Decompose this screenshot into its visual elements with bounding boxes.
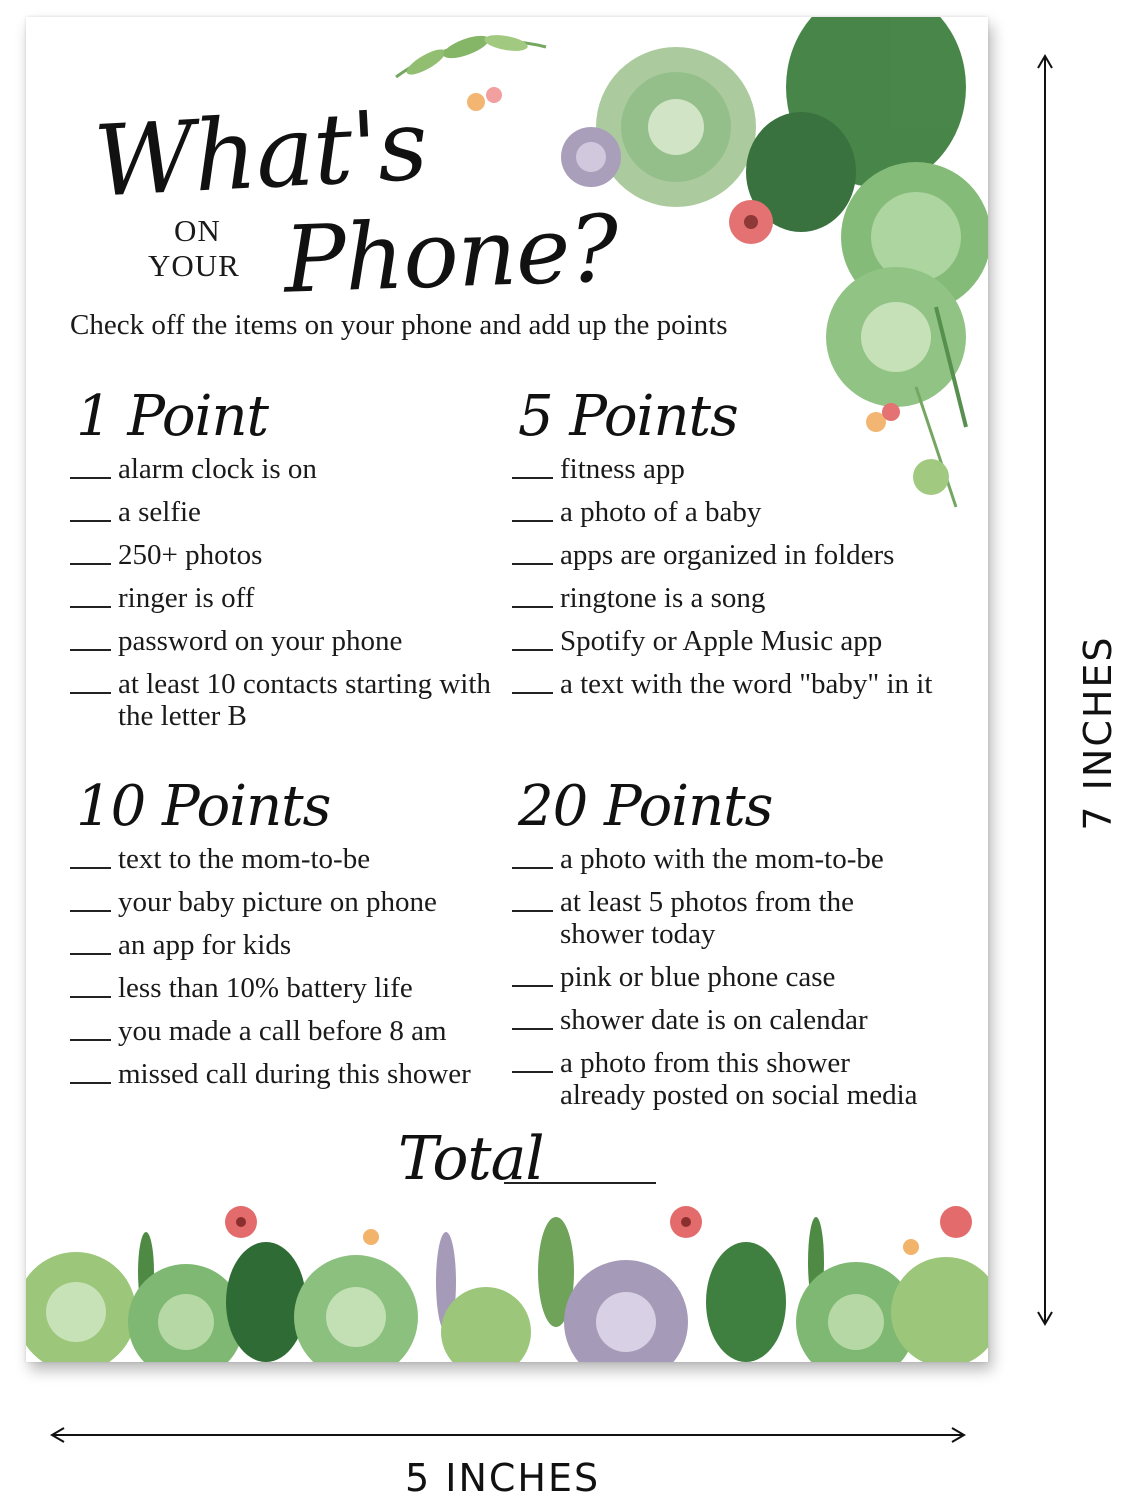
check-blank[interactable] <box>512 520 553 522</box>
section-10-points <box>70 774 500 1101</box>
section-title: 20 Points <box>518 774 773 839</box>
checklist-item[interactable]: Spotify or Apple Music app <box>512 625 942 657</box>
check-blank[interactable] <box>70 910 111 912</box>
checklist-item[interactable]: 250+ photos <box>70 539 500 571</box>
check-blank[interactable] <box>70 477 111 479</box>
check-blank[interactable] <box>70 1082 111 1084</box>
check-blank[interactable] <box>512 867 553 869</box>
check-blank[interactable] <box>70 1039 111 1041</box>
check-blank[interactable] <box>512 477 553 479</box>
checklist-item[interactable]: a photo with the mom-to-be <box>512 843 942 875</box>
section-20-points <box>512 774 942 1122</box>
checklist-item[interactable]: alarm clock is on <box>70 453 500 485</box>
checklist-item[interactable]: pink or blue phone case <box>512 961 942 993</box>
check-blank[interactable] <box>70 867 111 869</box>
check-blank[interactable] <box>512 606 553 608</box>
check-blank[interactable] <box>512 1071 553 1073</box>
checklist-item[interactable]: ringtone is a song <box>512 582 942 614</box>
checklist-item[interactable]: missed call during this shower <box>70 1058 500 1090</box>
checklist-item[interactable]: text to the mom-to-be <box>70 843 500 875</box>
check-blank[interactable] <box>512 1028 553 1030</box>
checklist-item[interactable]: an app for kids <box>70 929 500 961</box>
checklist-item[interactable]: you made a call before 8 am <box>70 1015 500 1047</box>
section-title: 5 Points <box>518 384 738 449</box>
check-blank[interactable] <box>70 996 111 998</box>
total-label: Total <box>398 1124 544 1194</box>
checklist-item[interactable]: fitness app <box>512 453 942 485</box>
title-on: ON <box>174 213 221 248</box>
instructions-text: Check off the items on your phone and add up the points <box>70 309 728 341</box>
checklist-item[interactable]: apps are organized in folders <box>512 539 942 571</box>
checklist-item[interactable]: a photo from this shower already posted on social media <box>512 1047 942 1111</box>
height-dimension-arrow <box>1035 52 1055 1328</box>
title-your: YOUR <box>148 248 240 283</box>
width-dimension-label: 5 INCHES <box>405 1456 601 1500</box>
checklist-item[interactable]: password on your phone <box>70 625 500 657</box>
section-5-points <box>512 384 942 711</box>
game-card <box>26 17 988 1362</box>
check-blank[interactable] <box>70 606 111 608</box>
check-blank[interactable] <box>70 953 111 955</box>
checklist-item[interactable]: shower date is on calendar <box>512 1004 942 1036</box>
checklist-item[interactable]: a text with the word "baby" in it <box>512 668 942 700</box>
check-blank[interactable] <box>512 649 553 651</box>
check-blank[interactable] <box>512 985 553 987</box>
check-blank[interactable] <box>70 649 111 651</box>
checklist-item[interactable]: at least 5 photos from the shower today <box>512 886 942 950</box>
checklist-item[interactable]: less than 10% battery life <box>70 972 500 1004</box>
section-title: 10 Points <box>76 774 331 839</box>
title-whats: What's <box>91 88 430 220</box>
check-blank[interactable] <box>512 692 553 694</box>
check-blank[interactable] <box>70 692 111 694</box>
check-blank[interactable] <box>70 563 111 565</box>
section-1-point <box>70 384 500 743</box>
check-blank[interactable] <box>512 910 553 912</box>
check-blank[interactable] <box>512 563 553 565</box>
width-dimension-arrow <box>48 1425 968 1445</box>
checklist-item[interactable]: your baby picture on phone <box>70 886 500 918</box>
checklist-item[interactable]: at least 10 contacts starting with the letter B <box>70 668 500 732</box>
height-dimension-label: 7 INCHES <box>1076 635 1120 831</box>
section-title: 1 Point <box>76 384 269 449</box>
checklist-item[interactable]: ringer is off <box>70 582 500 614</box>
title-phone: Phone? <box>282 195 620 314</box>
checklist-item[interactable]: a photo of a baby <box>512 496 942 528</box>
total-blank[interactable] <box>504 1182 656 1184</box>
checklist-item[interactable]: a selfie <box>70 496 500 528</box>
succulent-bottom-border-illustration <box>26 1192 988 1362</box>
check-blank[interactable] <box>70 520 111 522</box>
